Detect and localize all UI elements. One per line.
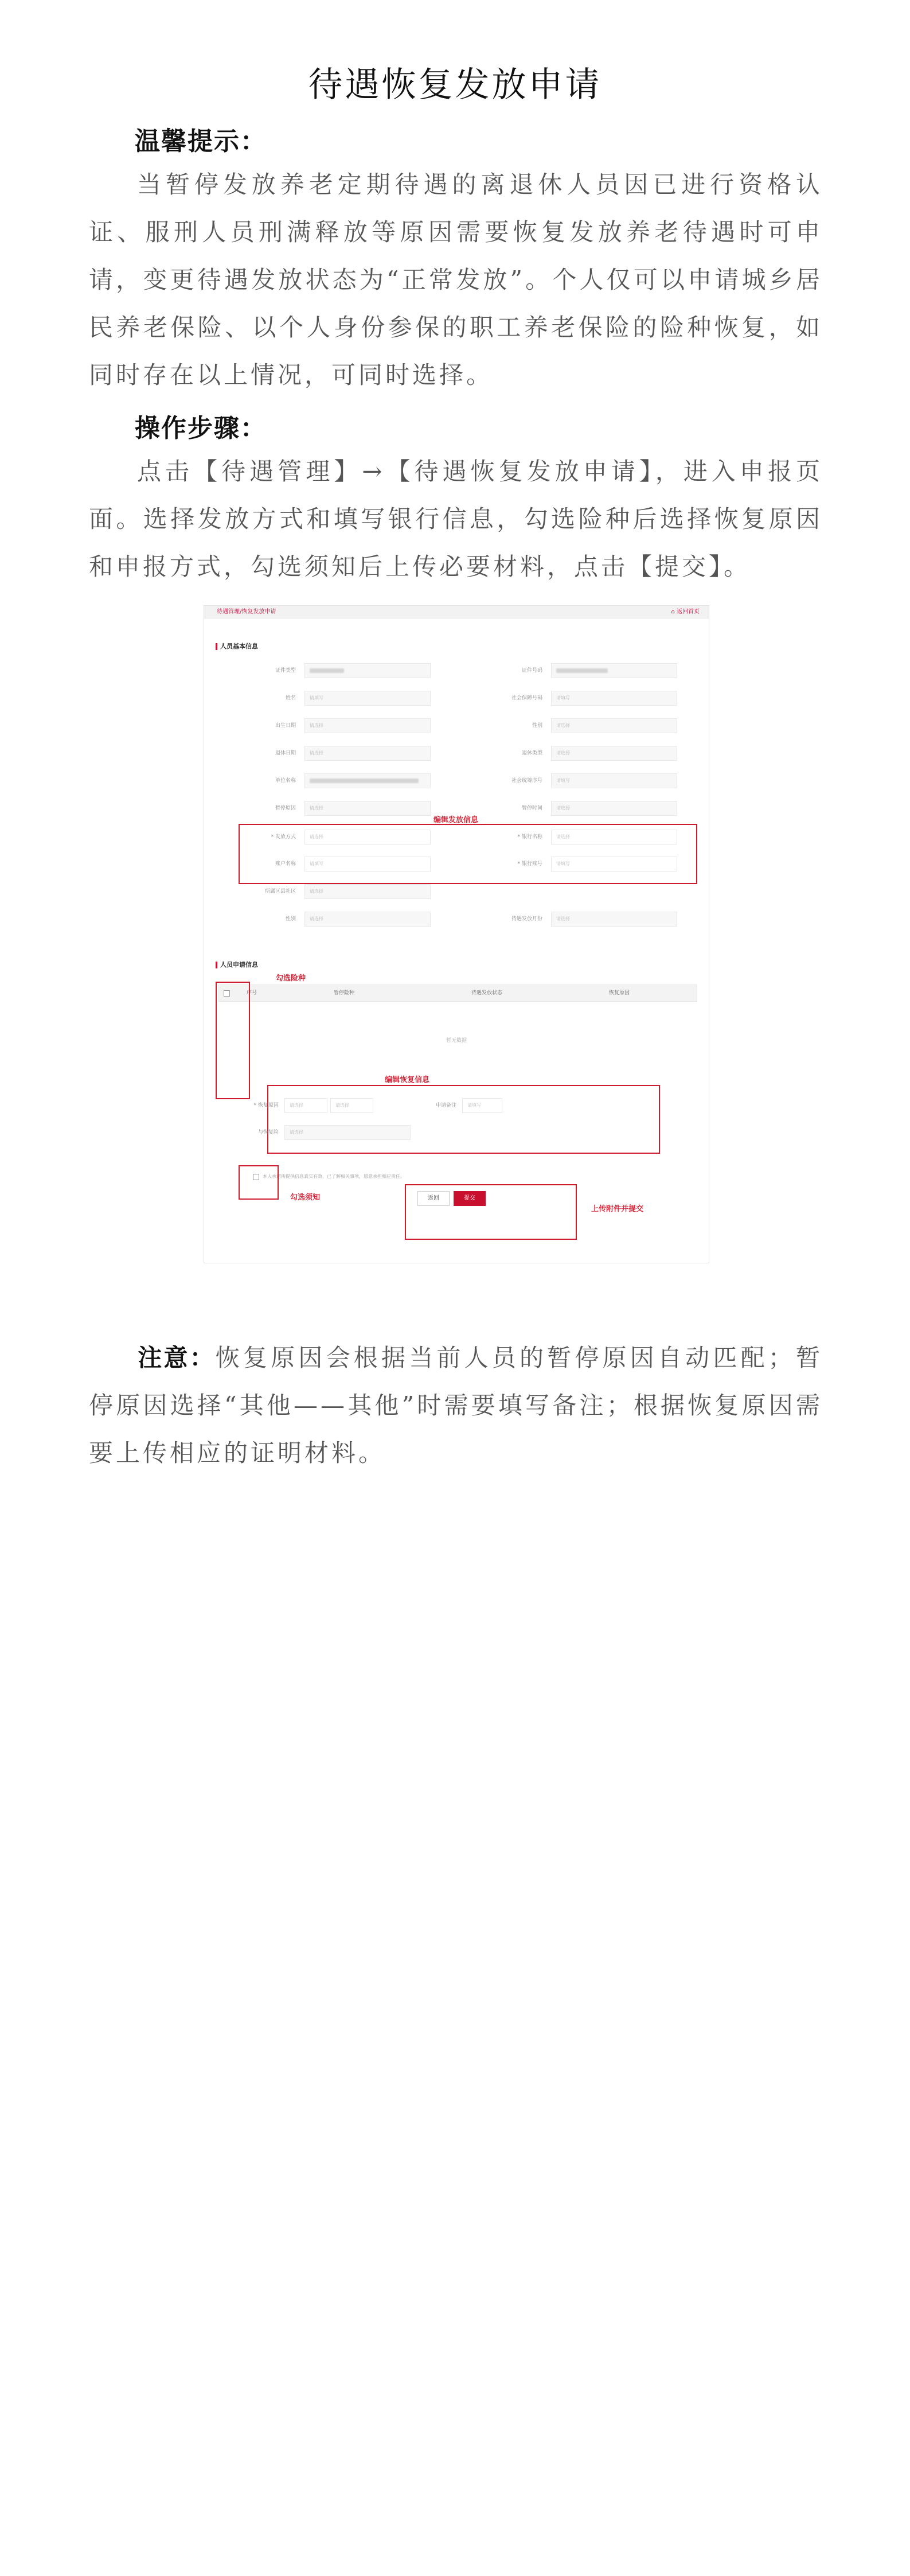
field-label: 退休类型 [521,750,542,756]
breadcrumb-bar [204,606,709,618]
highlight-payment [239,824,697,884]
retire-date-field: 请选择 [304,746,431,761]
remark-input[interactable]: 请填写 [462,1098,502,1113]
suspend-reason-field: 请选择 [304,801,431,816]
field-label: 性别 [285,916,296,922]
section-apply-info: 人员申请信息 [216,962,258,968]
col-insurance: 暂停险种 [334,990,355,996]
field-label: 暂停原因 [275,806,296,811]
consent-text: 本人承诺所提供信息真实有效，已了解相关事项，愿意承担相应责任。 [263,1174,405,1179]
field-label: 单位名称 [275,778,296,784]
pool-number-field: 请填写 [551,773,677,788]
note-paragraph [89,1334,823,1477]
note-text: 恢复原因会根据当前人员的暂停原因自动匹配；暂停原因选择“其他——其他”时需要填写备注；根据恢复原因需要上传相应的证明材料。 [89,1344,823,1467]
table-empty-text: 暂无数据 [446,1038,467,1044]
id-number-field [551,663,677,678]
field-label: 账户名称 [275,861,296,867]
field-label: 所属区县社区 [264,889,296,894]
birth-date-field: 请选择 [304,718,431,733]
field-label: * 发放方式 [271,834,296,840]
field-label: 暂停时间 [521,806,542,811]
field-label: 社会保障号码 [511,695,542,701]
field-label: * 银行账号 [517,861,542,867]
document-title: 待遇恢复发放申请 [308,65,602,105]
tips-paragraph: 当暂停发放养老定期待遇的离退休人员因已进行资格认证、服刑人员刑满释放等原因需要恢复发放养老待遇时可申请，变更待遇发放状态为“正常发放”。个人仅可以申请城乡居民养老保险、以个人身份参保的职工养老保险的险种恢复，如同时存在以上情况，可同时选择。 [89,170,823,389]
col-status: 待遇发放状态 [471,990,503,996]
field-label: 证件类型 [275,668,296,674]
gender-field: 请选择 [551,718,677,733]
bank-name-select[interactable]: 请选择 [551,830,677,845]
tips-heading: 温馨提示： [135,127,267,156]
insurance-table-header [218,985,697,1002]
ssn-field: 请填写 [551,691,677,706]
payment-method-select[interactable]: 请选择 [304,830,431,845]
steps-heading: 操作步骤： [135,414,267,443]
field-label: 申请备注 [435,1103,456,1108]
submit-button[interactable]: 提交 [454,1191,486,1206]
id-type-field [304,663,431,678]
field-label: * 银行名称 [517,834,542,840]
field-label: 姓名 [285,695,296,701]
annotation-edit-payment: 编辑发放信息 [433,816,479,824]
annotation-upload-submit: 上传附件并提交 [591,1205,644,1213]
account-name-input[interactable]: 请填写 [304,857,431,871]
col-index: 序号 [247,990,257,996]
col-reason: 恢复原因 [609,990,630,996]
bank-account-input[interactable]: 请填写 [551,857,677,871]
retire-type-field: 请选择 [551,746,677,761]
district-field: 请选择 [304,884,431,899]
name-field: 请填写 [304,691,431,706]
pay-month-field: 请选择 [551,912,677,927]
highlight-consent [239,1165,279,1200]
note-label: 注意： [137,1344,216,1372]
annotation-check-notice: 勾选须知 [290,1193,321,1202]
field-label: 与恢复险 [257,1130,279,1135]
employer-field [304,773,431,788]
back-button[interactable]: 返回 [417,1191,450,1206]
section-basic-info: 人员基本信息 [216,643,258,650]
home-link[interactable]: ⌂ 返回首页 [671,609,700,615]
field-label: 退休日期 [275,750,296,756]
field-label: 社会统筹序号 [511,778,542,784]
steps-paragraph: 点击【待遇管理】→【待遇恢复发放申请】，进入申报页面。选择发放方式和填写银行信息，勾选险种后选择恢复原因和申报方式，勾选须知后上传必要材料，点击【提交】。 [89,457,823,581]
breadcrumb: 待遇管理/恢复发放申请 [217,609,276,615]
form-screenshot [204,605,709,1263]
reason-select-1[interactable]: 请选择 [284,1098,327,1113]
gender2-field: 请选择 [304,912,431,927]
field-label: 性别 [532,723,542,729]
field-label: * 恢复原因 [253,1103,279,1108]
annotation-edit-recovery: 编辑恢复信息 [385,1076,430,1084]
field-label: 待遇发放月份 [511,916,542,922]
apply-type-select[interactable]: 请选择 [284,1125,411,1140]
field-label: 出生日期 [275,723,296,729]
highlight-checkbox-column [216,982,250,1099]
reason-select-2[interactable]: 请选择 [330,1098,373,1113]
field-label: 证件号码 [521,668,542,674]
highlight-recovery [267,1085,660,1154]
annotation-select-insurance: 勾选险种 [276,974,306,983]
suspend-time-field: 请选择 [551,801,677,816]
